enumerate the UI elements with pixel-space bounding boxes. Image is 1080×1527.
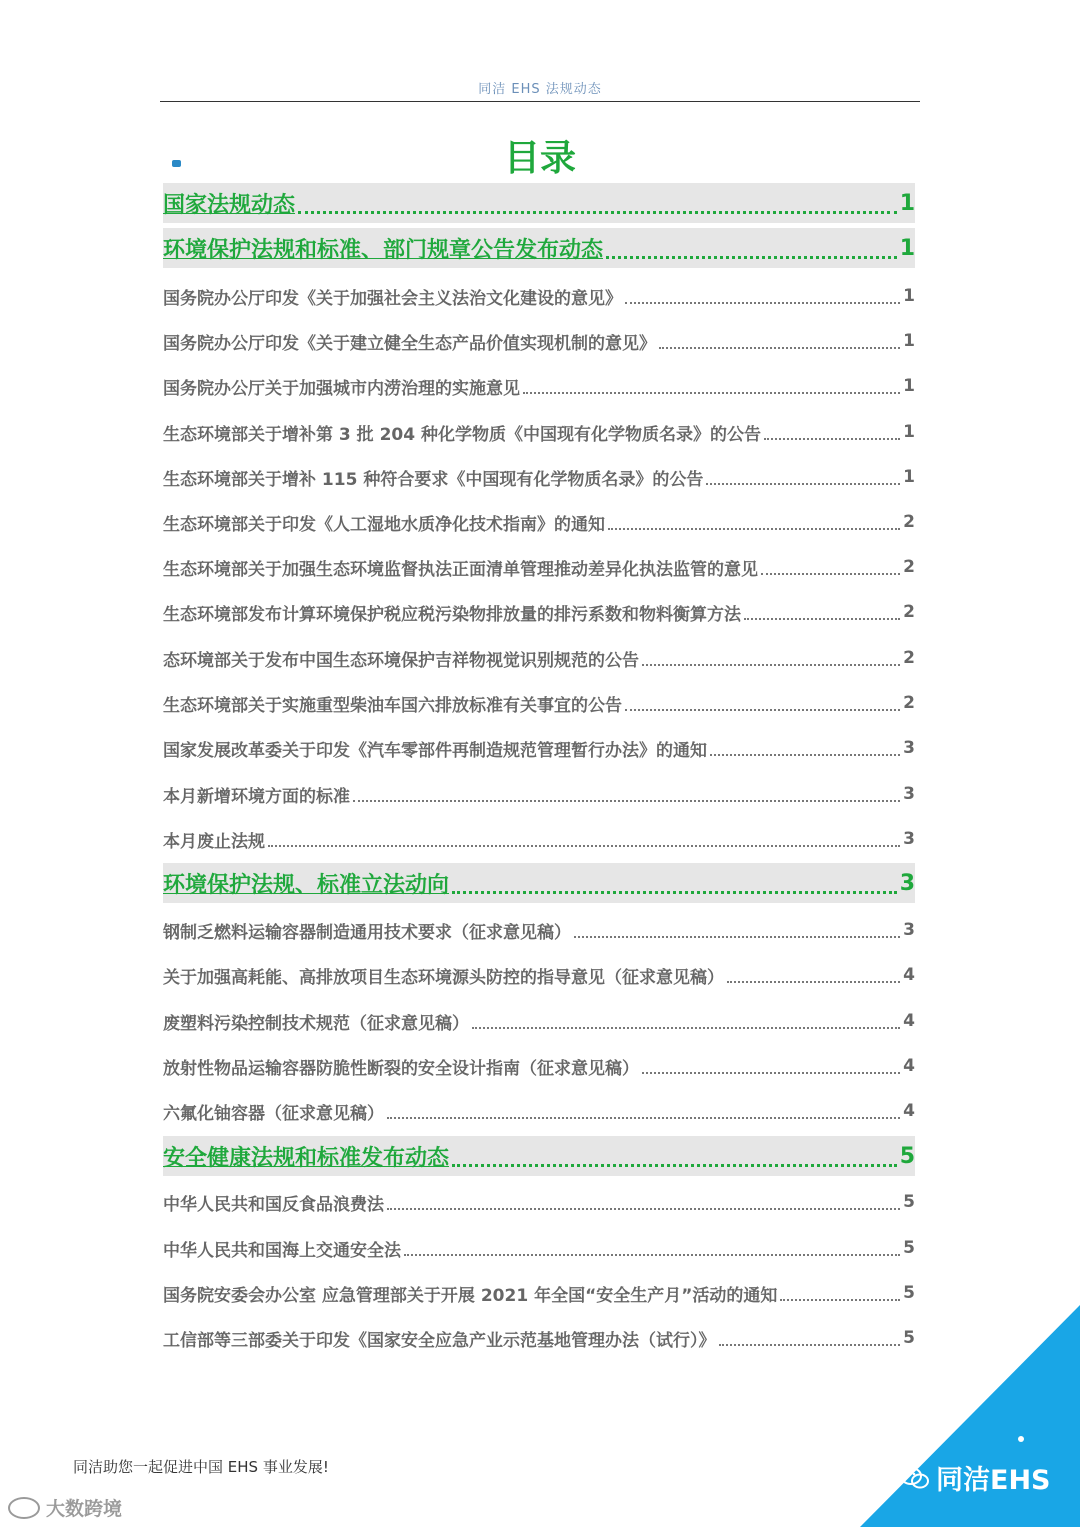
toc-page-number: 3 bbox=[903, 738, 915, 758]
toc-entry-title: 态环境部关于发布中国生态环境保护吉祥物视觉识别规范的公告 bbox=[163, 650, 639, 671]
toc-leader-dots bbox=[761, 569, 900, 575]
toc-entry[interactable] bbox=[163, 552, 915, 582]
toc-entry-title: 本月废止法规 bbox=[163, 831, 265, 852]
toc-entry[interactable] bbox=[163, 1006, 915, 1036]
toc-page-number: 3 bbox=[899, 870, 915, 896]
toc-section-heading[interactable] bbox=[163, 228, 915, 268]
toc-entry-title: 钢制乏燃料运输容器制造通用技术要求（征求意见稿） bbox=[163, 922, 571, 943]
toc-entry[interactable] bbox=[163, 1051, 915, 1081]
page-header-title: 同洁 EHS 法规动态 bbox=[478, 82, 602, 97]
toc-entry-title: 生态环境部关于印发《人工湿地水质净化技术指南》的通知 bbox=[163, 514, 605, 535]
toc-entry[interactable] bbox=[163, 643, 915, 673]
toc-leader-dots bbox=[387, 1204, 900, 1210]
toc-page-number: 4 bbox=[903, 1101, 915, 1121]
toc-leader-dots bbox=[472, 1023, 900, 1029]
toc-leader-dots bbox=[659, 343, 900, 349]
toc-page-number: 5 bbox=[899, 1143, 915, 1169]
toc-page-number: 1 bbox=[903, 422, 915, 442]
toc-page-number: 2 bbox=[903, 512, 915, 532]
toc-leader-dots bbox=[387, 1113, 900, 1119]
brand-text: 同洁EHS bbox=[936, 1465, 1051, 1496]
toc-page-number: 5 bbox=[903, 1192, 915, 1212]
toc-page-number: 3 bbox=[903, 784, 915, 804]
toc-entry-title: 关于加强高耗能、高排放项目生态环境源头防控的指导意见（征求意见稿） bbox=[163, 967, 724, 988]
toc-page-number: 1 bbox=[903, 286, 915, 306]
toc-section-heading[interactable] bbox=[163, 1136, 915, 1176]
toc-entry[interactable] bbox=[163, 281, 915, 311]
toc-leader-dots bbox=[764, 434, 900, 440]
toc-leader-dots bbox=[353, 796, 900, 802]
toc-leader-dots bbox=[608, 524, 900, 530]
toc-entry-title: 六氟化铀容器（征求意见稿） bbox=[163, 1103, 384, 1124]
toc-entry-title: 环境保护法规、标准立法动向 bbox=[163, 872, 450, 898]
toc-entry[interactable] bbox=[163, 915, 915, 945]
toc-page-number: 3 bbox=[903, 829, 915, 849]
toc-entry-title: 国家发展改革委关于印发《汽车零部件再制造规范管理暂行办法》的通知 bbox=[163, 740, 707, 761]
toc-entry[interactable] bbox=[163, 597, 915, 627]
toc-leader-dots bbox=[452, 887, 897, 894]
toc-leader-dots bbox=[706, 479, 900, 485]
toc-entry[interactable] bbox=[163, 1278, 915, 1308]
toc-leader-dots bbox=[642, 1068, 900, 1074]
brand bbox=[900, 1458, 1051, 1497]
toc-entry[interactable] bbox=[163, 326, 915, 356]
header-rule bbox=[160, 101, 920, 102]
watermark-text: 大数跨境 bbox=[46, 1498, 123, 1520]
toc-entry-title: 安全健康法规和标准发布动态 bbox=[163, 1145, 450, 1171]
toc-page-number: 5 bbox=[903, 1238, 915, 1258]
toc-leader-dots bbox=[523, 388, 900, 394]
toc-entry-title: 生态环境部关于增补第 3 批 204 种化学物质《中国现有化学物质名录》的公告 bbox=[163, 424, 761, 445]
toc-section-heading[interactable] bbox=[163, 863, 915, 903]
toc-entry-title: 放射性物品运输容器防脆性断裂的安全设计指南（征求意见稿） bbox=[163, 1058, 639, 1079]
toc-entry[interactable] bbox=[163, 507, 915, 537]
toc-entry-title: 环境保护法规和标准、部门规章公告发布动态 bbox=[163, 237, 604, 263]
toc-leader-dots bbox=[642, 660, 900, 666]
toc-page-number: 1 bbox=[899, 190, 915, 216]
toc-page-number: 2 bbox=[903, 602, 915, 622]
toc-leader-dots bbox=[625, 298, 900, 304]
toc-page-number: 2 bbox=[903, 557, 915, 577]
toc-entry-title: 国务院办公厅印发《关于加强社会主义法治文化建设的意见》 bbox=[163, 288, 622, 309]
toc-entry-title: 生态环境部关于增补 115 种符合要求《中国现有化学物质名录》的公告 bbox=[163, 469, 704, 490]
toc-leader-dots bbox=[710, 750, 900, 756]
toc-page-number: 1 bbox=[903, 331, 915, 351]
toc-leader-dots bbox=[452, 1160, 897, 1167]
toc-entry-title: 生态环境部关于实施重型柴油车国六排放标准有关事宜的公告 bbox=[163, 695, 622, 716]
toc-entry[interactable] bbox=[163, 417, 915, 447]
toc-page-number: 4 bbox=[903, 965, 915, 985]
toc-page-number: 5 bbox=[903, 1283, 915, 1303]
toc-entry[interactable] bbox=[163, 1233, 915, 1263]
toc-entry[interactable] bbox=[163, 1187, 915, 1217]
toc-page-number: 1 bbox=[899, 235, 915, 261]
toc-page-number: 4 bbox=[903, 1011, 915, 1031]
toc-entry-title: 工信部等三部委关于印发《国家安全应急产业示范基地管理办法（试行）》 bbox=[163, 1330, 716, 1351]
toc-leader-dots bbox=[625, 705, 900, 711]
watermark-logo-icon bbox=[8, 1497, 40, 1519]
toc-leader-dots bbox=[744, 614, 900, 620]
toc-entry-title: 生态环境部关于加强生态环境监督执法正面清单管理推动差异化执法监管的意见 bbox=[163, 559, 758, 580]
toc-entry[interactable] bbox=[163, 371, 915, 401]
wechat-icon bbox=[900, 1466, 930, 1490]
toc-entry[interactable] bbox=[163, 960, 915, 990]
toc-page-number: 5 bbox=[903, 1328, 915, 1348]
toc-entry[interactable] bbox=[163, 1323, 915, 1353]
toc-entry[interactable] bbox=[163, 824, 915, 854]
toc-entry-title: 本月新增环境方面的标准 bbox=[163, 786, 350, 807]
toc-entry-title: 中华人民共和国海上交通安全法 bbox=[163, 1240, 401, 1261]
toc-page-number: 4 bbox=[903, 1056, 915, 1076]
bookmark-icon bbox=[172, 160, 181, 167]
toc-page-number: 1 bbox=[903, 376, 915, 396]
footer-slogan: 同洁助您一起促进中国 EHS 事业发展! bbox=[73, 1458, 329, 1476]
brand-dot-icon bbox=[1018, 1436, 1024, 1442]
toc-entry[interactable] bbox=[163, 462, 915, 492]
toc-entry[interactable] bbox=[163, 688, 915, 718]
toc-entry-title: 中华人民共和国反食品浪费法 bbox=[163, 1194, 384, 1215]
watermark bbox=[8, 1494, 122, 1521]
toc-entry-title: 生态环境部发布计算环境保护税应税污染物排放量的排污系数和物料衡算方法 bbox=[163, 604, 741, 625]
toc-leader-dots bbox=[574, 932, 900, 938]
toc-entry[interactable] bbox=[163, 733, 915, 763]
toc-title: 目录 bbox=[503, 138, 576, 179]
toc-leader-dots bbox=[606, 252, 897, 259]
toc-entry-title: 国务院办公厅印发《关于建立健全生态产品价值实现机制的意见》 bbox=[163, 333, 656, 354]
toc-page-number: 2 bbox=[903, 693, 915, 713]
toc-entry-title: 国务院安委会办公室 应急管理部关于开展 2021 年全国“安全生产月”活动的通知 bbox=[163, 1285, 778, 1306]
toc-section-heading[interactable] bbox=[163, 183, 915, 223]
toc-entry[interactable] bbox=[163, 1096, 915, 1126]
toc-entry-title: 国家法规动态 bbox=[163, 192, 296, 218]
toc-leader-dots bbox=[780, 1295, 900, 1301]
toc-entry-title: 废塑料污染控制技术规范（征求意见稿） bbox=[163, 1013, 469, 1034]
toc-leader-dots bbox=[298, 207, 897, 214]
toc-leader-dots bbox=[404, 1250, 900, 1256]
toc-leader-dots bbox=[268, 841, 900, 847]
toc-entry[interactable] bbox=[163, 779, 915, 809]
toc-entry-title: 国务院办公厅关于加强城市内涝治理的实施意见 bbox=[163, 378, 520, 399]
toc-leader-dots bbox=[727, 977, 900, 983]
toc-page-number: 1 bbox=[903, 467, 915, 487]
toc-page-number: 3 bbox=[903, 920, 915, 940]
toc-page-number: 2 bbox=[903, 648, 915, 668]
